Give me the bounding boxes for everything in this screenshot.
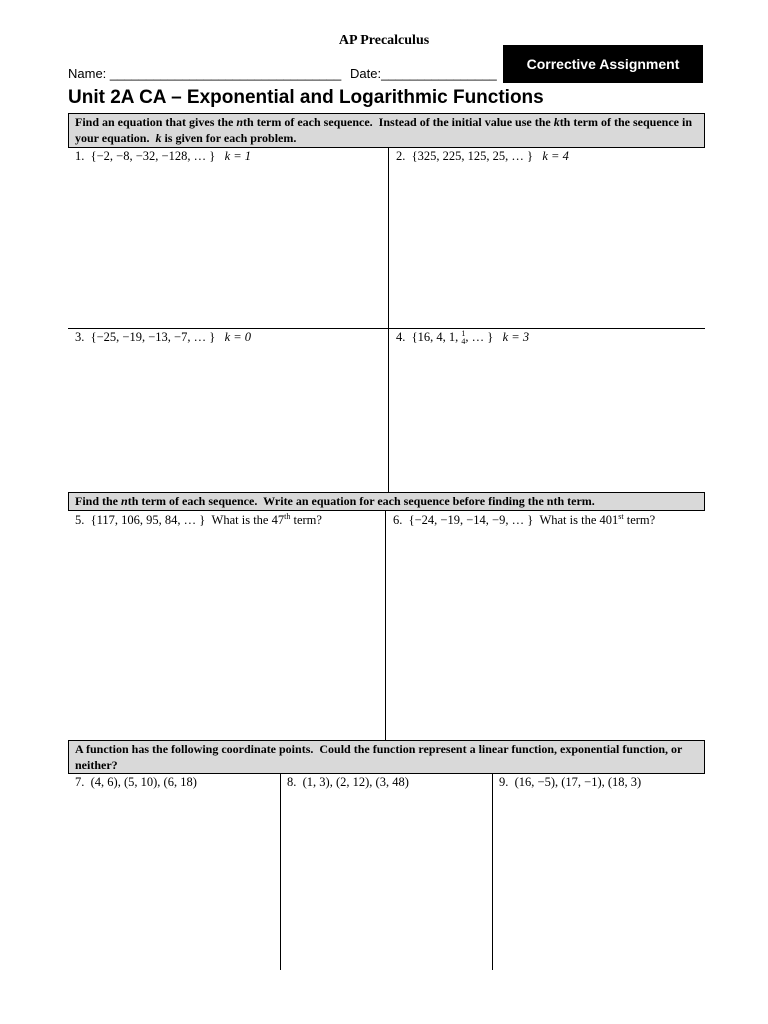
problem-2: 2. {325, 225, 125, 25, … } k = 4 [396, 149, 569, 163]
problem-3: 3. {−25, −19, −13, −7, … } k = 0 [75, 330, 252, 344]
row-divider [68, 328, 705, 329]
corrective-assignment-badge: Corrective Assignment [503, 45, 703, 83]
section-2-instructions: Find the nth term of each sequence. Write an equation for each sequence before finding the nth term. [68, 492, 705, 511]
column-divider [280, 774, 281, 970]
section-3-instructions: A function has the following coordinate points. Could the function represent a linear function, exponential function, or neither? [68, 740, 705, 774]
problem-7: 7. (4, 6), (5, 10), (6, 18) [75, 775, 197, 789]
column-divider [388, 148, 389, 492]
section-1-instructions: Find an equation that gives the nth term of each sequence. Instead of the initial value use the kth term of the sequence in your equation. k is given for each problem. [68, 113, 705, 148]
problem-6: 6. {−24, −19, −14, −9, … } What is the 401st term? [393, 512, 656, 528]
column-divider [492, 774, 493, 970]
date-field-label: Date:________________ [350, 66, 497, 81]
problem-8: 8. (1, 3), (2, 12), (3, 48) [287, 775, 409, 789]
name-field-label: Name: ________________________________ [68, 66, 342, 81]
column-divider [385, 511, 386, 740]
problem-4: 4. {16, 4, 1, 1 4, … } k = 3 [396, 329, 530, 347]
problem-9: 9. (16, −5), (17, −1), (18, 3) [499, 775, 642, 789]
problem-1: 1. {−2, −8, −32, −128, … } k = 1 [75, 149, 252, 163]
problem-5: 5. {117, 106, 95, 84, … } What is the 47th term? [75, 512, 322, 528]
unit-title: Unit 2A CA – Exponential and Logarithmic Functions [68, 87, 544, 108]
course-title: AP Precalculus [338, 33, 430, 48]
